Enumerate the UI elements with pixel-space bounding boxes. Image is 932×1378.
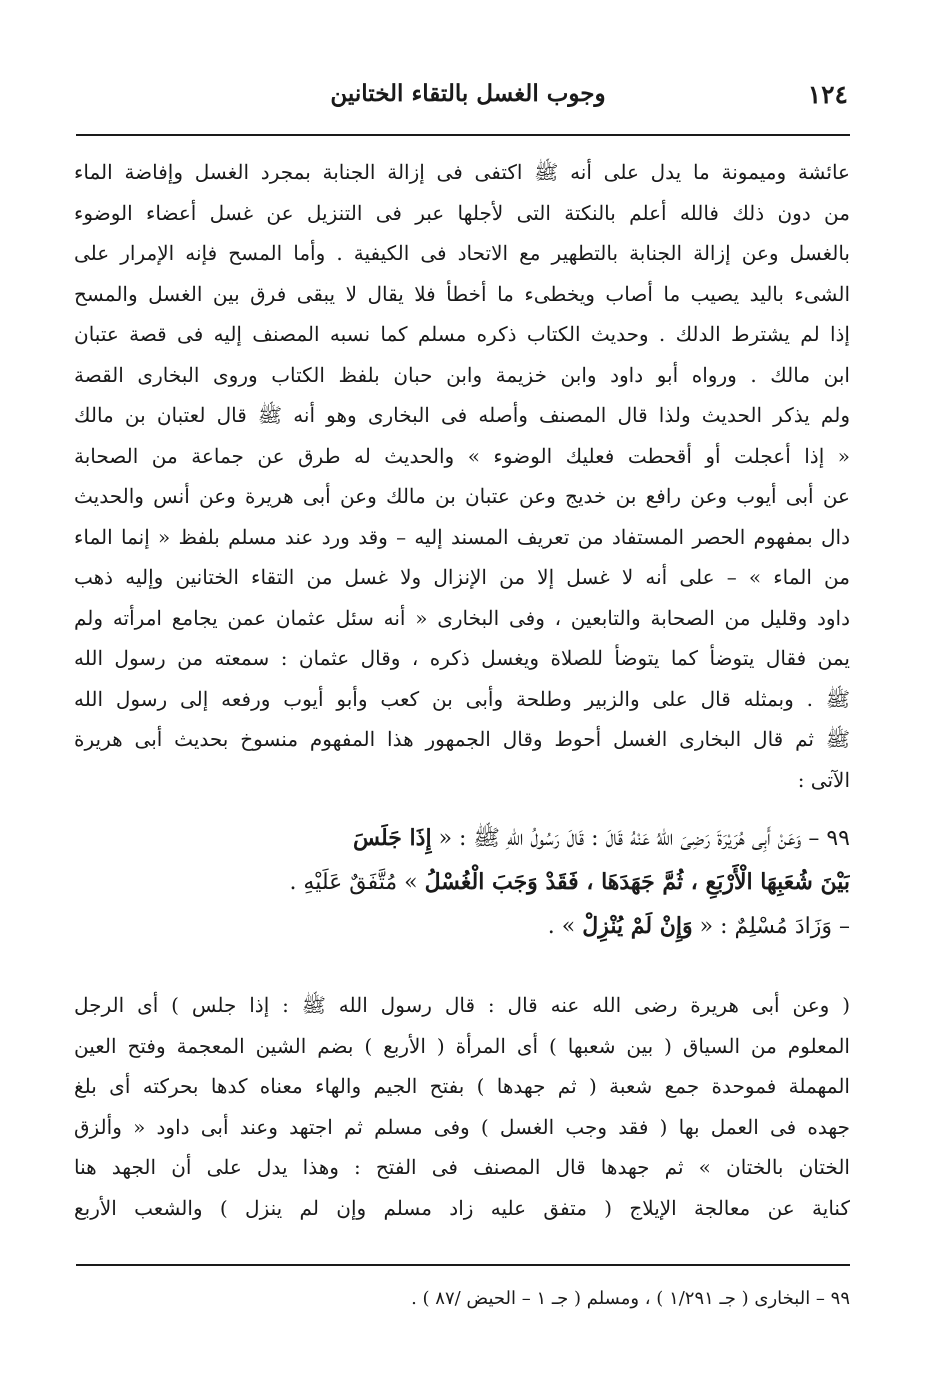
footnote: ٩٩ – البخارى ( جـ ١/٢٩١ ) ، ومسلم ( جـ ١ – الحيض /٨٧ ) .	[411, 1288, 850, 1309]
hadith-matn: بَيْنَ شُعَبِهَا الْأَرْبَعِ ، ثُمَّ جَهَدَهَا ، فَقَدْ وَجَبَ الْغُسْلُ	[424, 869, 850, 895]
text-line: عن أبى أيوب وعن رافع بن خديج وعن عتبان بن مالك وعن أبى هريرة وعن أنس والحديث	[74, 484, 850, 508]
hadith-line	[74, 860, 850, 904]
text-line: المعلوم من السياق ( بين شعبها ) أى المرأة ( الأربع ) بضم الشين المعجمة وفتح العين	[74, 1033, 850, 1058]
text-line: من الماء » – على أنه لا غسل إلا من الإنزال ولا غسل من التقاء الختانين وإليه ذهب	[74, 565, 850, 589]
running-title: وجوب الغسل بالتقاء الختانين	[330, 80, 606, 107]
page-header	[78, 76, 848, 120]
text-line: ولم يذكر الحديث ولذا قال المصنف وأصله فى البخارى وهو أنه ﷺ قال لعتبان بن مالك	[74, 403, 850, 427]
commentary-paragraph	[74, 152, 850, 800]
hadith-matn: إِذَا جَلَسَ	[352, 825, 432, 851]
text-line: عائشة وميمونة ما يدل على أنه ﷺ اكتفى فى إزالة الجنابة بمجرد الغسل وإفاضة الماء	[74, 160, 850, 184]
hadith-line	[74, 816, 850, 860]
text-line: المهملة فموحدة جمع شعبة ( ثم جهدها ) بفتح الجيم والهاء معناه كدها بحركته أى بلغ	[74, 1074, 850, 1098]
text-line: الختان بالختان » ثم جهدها قال المصنف فى الفتح : وهذا يدل على أن الجهد هنا	[74, 1155, 850, 1179]
footnote-rule	[76, 1264, 850, 1266]
text-line: « إذا أعجلت أو أقحطت فعليك الوضوء » والحديث له طرق عن جماعة من الصحابة	[74, 443, 850, 468]
text-line: كناية عن معالجة الإيلاج ( متفق عليه زاد مسلم وإن لم ينزل ) والشعب الأربع	[74, 1195, 850, 1220]
text-line: ابن مالك . ورواه أبو داود وابن خزيمة وابن حبان بلفظ الكتاب وروى البخارى القصة	[74, 362, 850, 387]
hadith-intro: ٩٩ – وَعَنْ أَبِى هُرَيْرَةَ رَضِىَ اللّهُ عَنْهُ قَالَ : قَالَ رَسُولُ اللهِ ﷺ : «	[431, 826, 850, 851]
text-line: الآتى :	[797, 767, 850, 792]
text-line: دال بمفهوم الحصر المستفاد من تعريف المسند إليه – وقد ورد عند مسلم بلفظ « إنما الماء	[74, 524, 850, 549]
hadith-line	[74, 904, 850, 948]
hadith-attribution: » مُتَّفَقٌ عَلَيْهِ .	[289, 870, 425, 895]
header-rule	[76, 134, 850, 136]
text-line: ( وعن أبى هريرة رضى الله عنه قال : قال رسول الله ﷺ : إذا جلس ) أى الرجل	[74, 993, 850, 1017]
hadith-text	[74, 816, 850, 948]
text-line: جهده فى العمل بها ( فقد وجب الغسل ) وفى مسلم ثم اجتهد وعند أبى داود « وألزق	[74, 1114, 850, 1139]
text-line: بالغسل وعن إزالة الجنابة بالتطهير مع الاتحاد فى الكيفية . وأما المسح فإنه الإمرار على	[74, 241, 850, 265]
hadith-addition: وَإِنْ لَمْ يُنْزِلْ	[582, 913, 693, 939]
text-line: الشىء باليد يصيب ما أصاب ويخطىء ما أخطأ فلا يقال لا يبقى فرق بين الغسل والمسح	[74, 281, 850, 306]
explanation-paragraph	[74, 985, 850, 1228]
text-line: يمن فقال يتوضأ كما يتوضأ للصلاة ويغسل ذكره ، وقال عثمان : سمعته من رسول الله	[74, 646, 850, 670]
hadith-addition-intro: – وَزَادَ مُسْلِمٌ : «	[692, 914, 850, 939]
page-number: ١٢٤	[807, 80, 848, 109]
text-line: داود وقليل من الصحابة والتابعين ، وفى البخارى « أنه سئل عثمان عمن يجامع امرأته ولم	[74, 605, 850, 630]
text-line: من دون ذلك فالله أعلم بالنكتة التى لأجلها عبر فى التنزيل عن غسل أعضاء الوضوء	[74, 200, 850, 225]
text-line: ﷺ ثم قال البخارى الغسل أحوط وقال الجمهور هذا المفهوم منسوخ بحديث أبى هريرة	[74, 727, 850, 751]
text-line: إذا لم يشترط الدلك . وحديث الكتاب ذكره مسلم كما نسبه المصنف إليه فى قصة عتبان	[74, 322, 850, 346]
text-line: ﷺ . وبمثله قال على والزبير وطلحة وأبى بن كعب وأبو أيوب ورفعه إلى رسول الله	[74, 686, 850, 711]
hadith-addition-tail: » .	[547, 914, 583, 939]
